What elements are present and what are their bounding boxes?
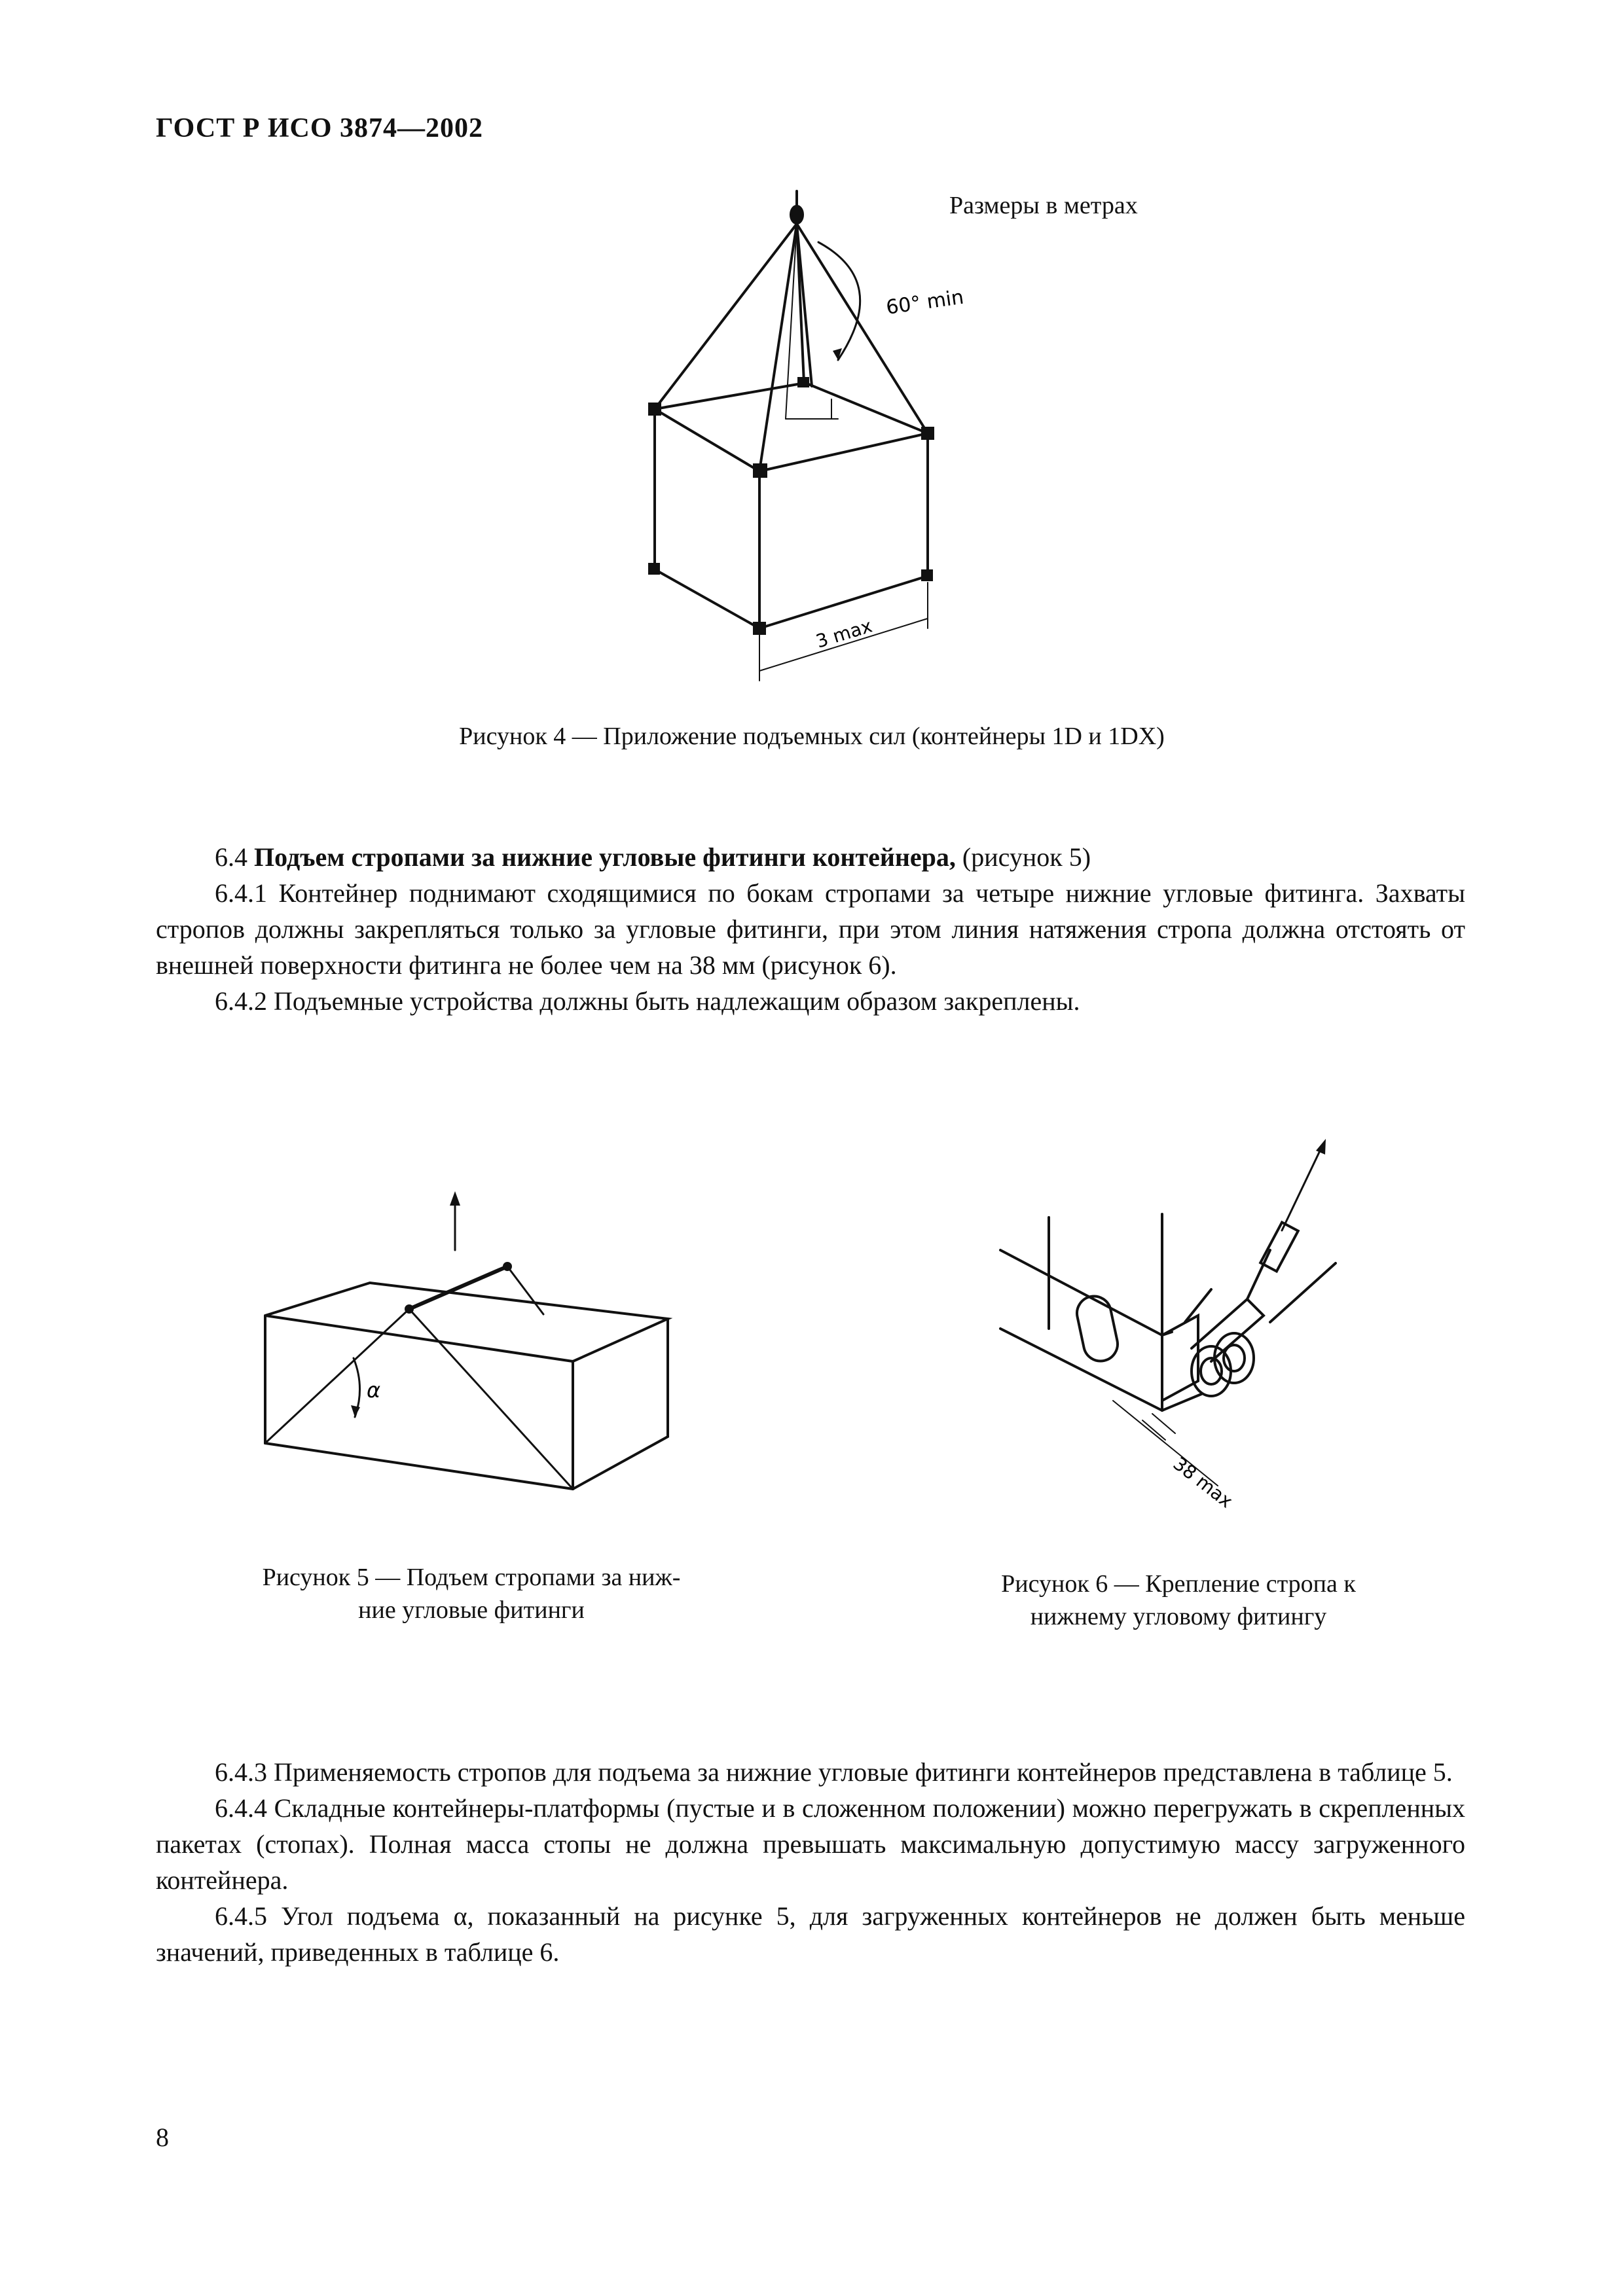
document-code: ГОСТ Р ИСО 3874—2002 (156, 113, 484, 143)
figure-6-caption-line1: Рисунок 6 — Крепление стропа к (1001, 1570, 1356, 1598)
units-note: Размеры в метрах (949, 192, 1138, 219)
figure-5-caption (210, 1561, 733, 1626)
figure-5-caption-line1: Рисунок 5 — Подъем стропами за ниж- (262, 1564, 681, 1591)
section-6-4-block (156, 839, 1465, 1019)
paragraph-6-4-4: 6.4.4 Складные контейнеры-платформы (пустые и в сложенном положении) можно перегружать в скрепленных пакетах (стопах). Полная масса стопы не должна превышать максимальную допустимую массу загруженного контейнера. (156, 1793, 1465, 1895)
paragraphs-after-figures (156, 1754, 1465, 1970)
figure-4-caption: Рисунок 4 — Приложение подъемных сил (контейнеры 1D и 1DX) (459, 723, 1165, 750)
figure-5-caption-line2: ние угловые фитинги (358, 1596, 585, 1624)
figure-6-caption-line2: нижнему угловому фитингу (1030, 1603, 1327, 1630)
dimension-label: 38 max (1169, 1452, 1237, 1513)
figure-6-drawing (995, 1139, 1375, 1558)
section-6-4-heading (156, 839, 1465, 875)
figure-5-drawing (255, 1191, 701, 1545)
paragraph-6-4-3: 6.4.3 Применяемость стропов для подъема за нижние угловые фитинги контейнеров представлена в таблице 5. (215, 1757, 1453, 1787)
alpha-label: α (367, 1378, 381, 1403)
paragraph-6-4-2: 6.4.2 Подъемные устройства должны быть надлежащим образом закреплены. (215, 986, 1080, 1016)
dimension-label: 3 max (813, 615, 875, 653)
section-number: 6.4 (215, 842, 247, 872)
section-figure-ref: (рисунок 5) (955, 842, 1091, 872)
paragraph-6-4-1: 6.4.1 Контейнер поднимают сходящимися по бокам стропами за четыре нижние угловые фитинга. Захваты стропов должны закрепляться только за угловые фитинги, при этом линия натяжения стропа должна отстоять от внешней поверхности фитинга не более чем на 38 мм (рисунок 6). (156, 878, 1465, 980)
section-title: Подъем стропами за нижние угловые фитинги контейнера, (254, 842, 956, 872)
paragraph-6-4-5: 6.4.5 Угол подъема α, показанный на рисунке 5, для загруженных контейнеров не должен быть меньше значений, приведенных в таблице 6. (156, 1901, 1465, 1967)
page-number: 8 (156, 2123, 169, 2152)
figure-6-caption (917, 1568, 1440, 1633)
angle-label: 60° min (884, 285, 966, 319)
figure-4-drawing (642, 183, 1008, 694)
